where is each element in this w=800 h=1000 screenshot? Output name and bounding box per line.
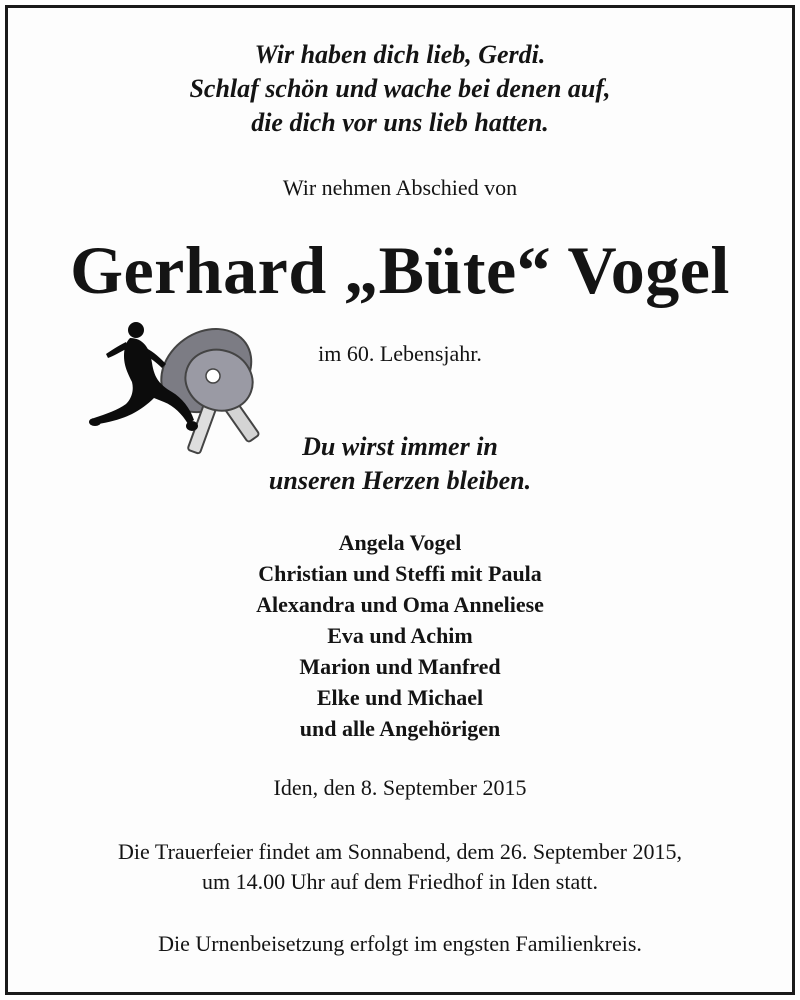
mourner-4: Eva und Achim: [327, 623, 473, 648]
quote-line-1: Du wirst immer in: [302, 432, 498, 461]
funeral-info-line-2: um 14.00 Uhr auf dem Friedhof in Iden statt.: [202, 869, 598, 894]
age-line: im 60. Lebensjahr.: [318, 341, 482, 366]
mourner-5: Marion und Manfred: [299, 654, 501, 679]
obituary-notice: [5, 5, 795, 995]
epitaph-line-1: Wir haben dich lieb, Gerdi.: [254, 40, 546, 69]
urn-note: Die Urnenbeisetzung erfolgt im engsten Familienkreis.: [158, 931, 642, 956]
mourner-3: Alexandra und Oma Anneliese: [256, 592, 544, 617]
place-date: Iden, den 8. September 2015: [273, 775, 527, 800]
epitaph-line-2: Schlaf schön und wache bei denen auf,: [189, 74, 611, 103]
mourner-2: Christian und Steffi mit Paula: [258, 561, 542, 586]
intro-text: Wir nehmen Abschied von: [282, 175, 518, 200]
deceased-name: Gerhard „Büte“ Vogel: [70, 232, 730, 308]
quote-line-2: unseren Herzen bleiben.: [268, 466, 532, 495]
funeral-info-line-1: Die Trauerfeier findet am Sonnabend, dem 26. September 2015,: [118, 839, 682, 864]
mourner-7: und alle Angehörigen: [299, 716, 501, 741]
epitaph-line-3: die dich vor uns lieb hatten.: [251, 108, 549, 137]
mourner-1: Angela Vogel: [338, 530, 462, 555]
mourner-6: Elke und Michael: [316, 685, 484, 710]
